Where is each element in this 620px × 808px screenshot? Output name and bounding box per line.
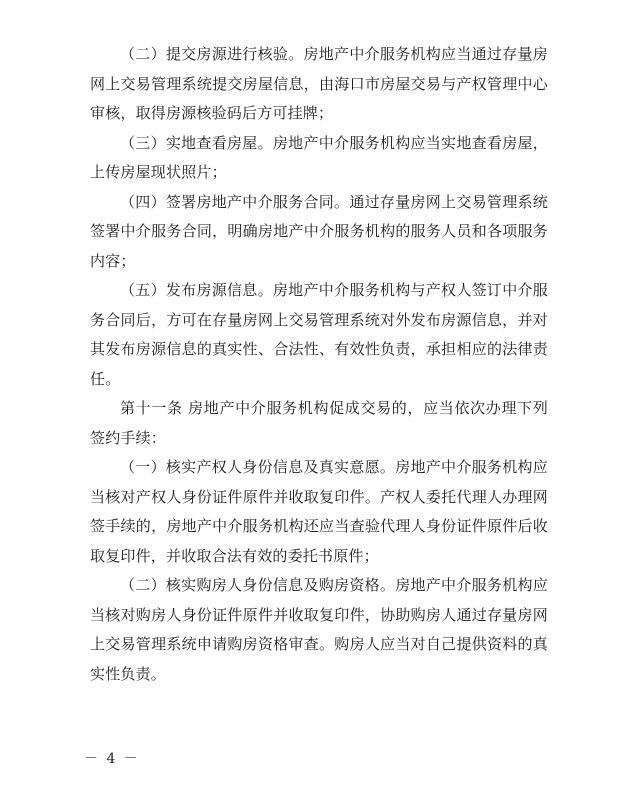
paragraph-verify-buyer-identity: （二）核实购房人身份信息及购房资格。房地产中介服务机构应当核对购房人身份证件原件并收取复印件，协助购房人通过存量房网上交易管理系统申请购房资格审查。购房人应当对自己提供资料的真实性负责。 [90, 576, 548, 683]
paragraph-publish-listing: （五）发布房源信息。房地产中介服务机构与产权人签订中介服务合同后，方可在存量房网上交易管理系统对外发布房源信息，并对其发布房源信息的真实性、合法性、有效性负责，承担相应的法律责任。 [90, 281, 548, 388]
page-number: － 4 － [84, 751, 140, 767]
paragraph-verify-owner-identity: （一）核实产权人身份信息及真实意愿。房地产中介服务机构应当核对产权人身份证件原件并收取复印件。产权人委托代理人办理网签手续的，房地产中介服务机构还应当查验代理人身份证件原件后收取复印件，并收取合法有效的委托书原件； [90, 458, 548, 565]
paragraph-sign-service-contract: （四）签署房地产中介服务合同。通过存量房网上交易管理系统签署中介服务合同，明确房地产中介服务机构的服务人员和各项服务内容； [90, 192, 548, 270]
paragraph-article-eleven: 第十一条 房地产中介服务机构促成交易的，应当依次办理下列签约手续： [90, 399, 548, 447]
paragraph-submit-listing-verification: （二）提交房源进行核验。房地产中介服务机构应当通过存量房网上交易管理系统提交房屋信息，由海口市房屋交易与产权管理中心审核，取得房源核验码后方可挂牌； [90, 45, 548, 122]
paragraph-onsite-inspection: （三）实地查看房屋。房地产中介服务机构应当实地查看房屋，上传房屋现状照片； [90, 133, 548, 181]
document-body [90, 40, 548, 689]
